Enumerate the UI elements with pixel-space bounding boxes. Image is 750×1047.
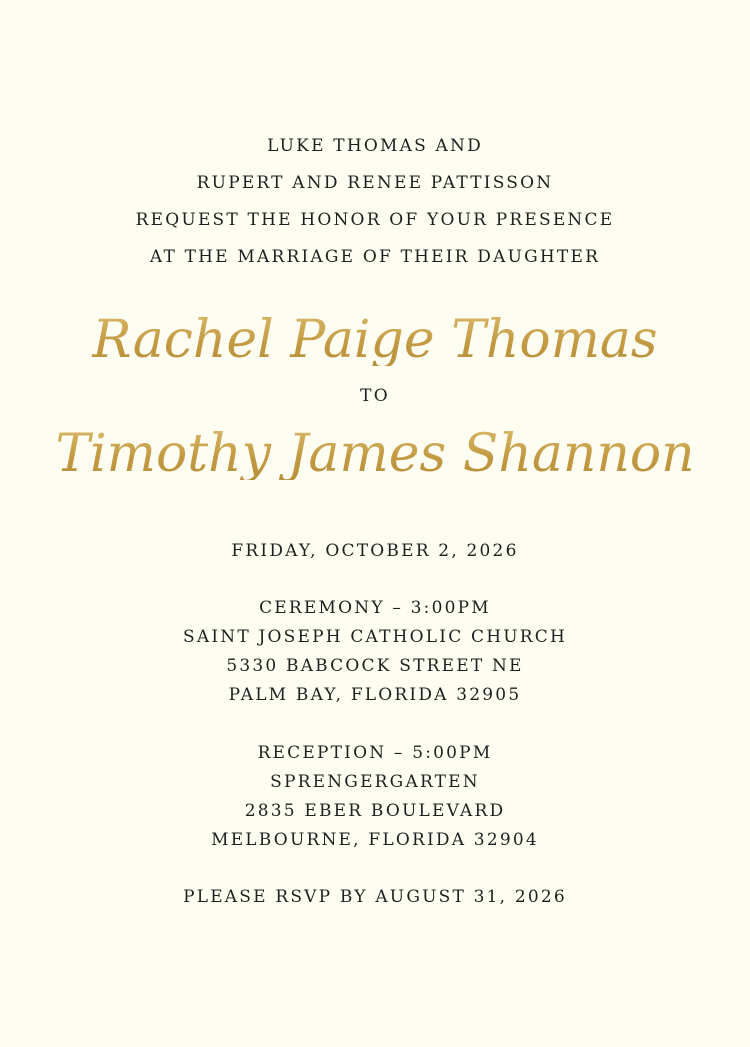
rsvp-line: PLEASE RSVP BY AUGUST 31, 2026 [183, 887, 567, 907]
ceremony-venue: SAINT JOSEPH CATHOLIC CHURCH [183, 627, 567, 647]
reception-city: MELBOURNE, FLORIDA 32904 [211, 830, 539, 850]
connector-to: TO [360, 386, 390, 406]
ceremony-street: 5330 BABCOCK STREET NE [226, 656, 524, 676]
request-line: REQUEST THE HONOR OF YOUR PRESENCE [135, 210, 615, 230]
reception-venue: SPRENGERGARTEN [270, 772, 480, 792]
marriage-line: AT THE MARRIAGE OF THEIR DAUGHTER [149, 247, 601, 267]
host-line-2: RUPERT AND RENEE PATTISSON [196, 173, 554, 193]
bride-name: Rachel Paige Thomas [0, 314, 750, 366]
reception-street: 2835 EBER BOULEVARD [244, 801, 506, 821]
groom-name: Timothy James Shannon [0, 428, 750, 480]
ceremony-city: PALM BAY, FLORIDA 32905 [228, 685, 522, 705]
ceremony-time: CEREMONY – 3:00PM [259, 598, 491, 618]
wedding-date: FRIDAY, OCTOBER 2, 2026 [231, 541, 519, 561]
host-line-1: LUKE THOMAS AND [267, 136, 483, 156]
reception-time: RECEPTION – 5:00PM [257, 743, 493, 763]
